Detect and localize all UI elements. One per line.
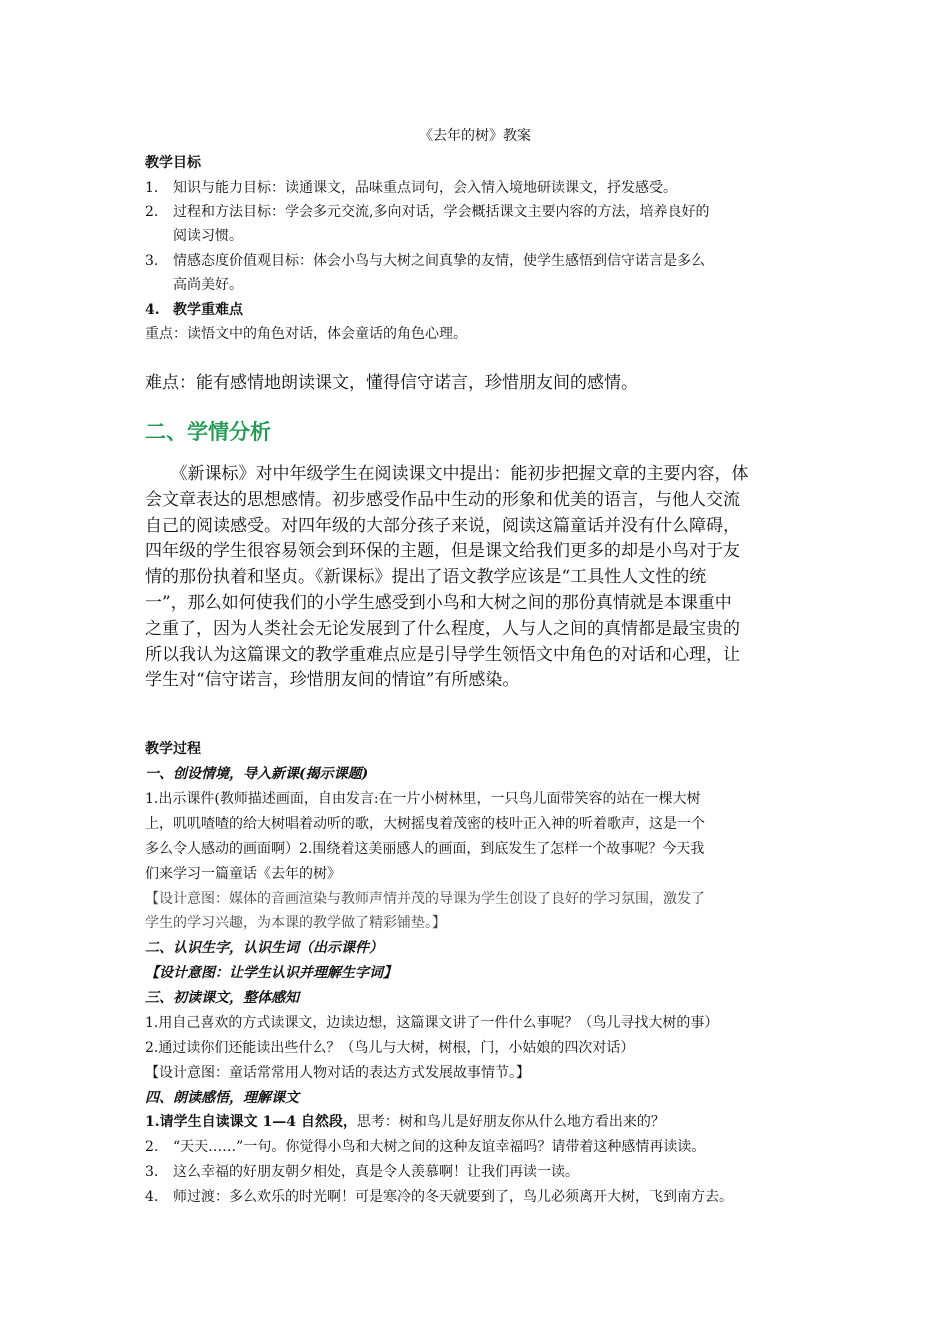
difficulty-text: 难点：能有感情地朗读课文，懂得信守诺言，珍惜朋友间的感情。 <box>145 373 638 393</box>
goal-item-text-cont: 阅读习惯。 <box>173 228 243 244</box>
analysis-line: 四年级的学生很容易领会到环保的主题，但是课文给我们更多的却是小鸟对于友 <box>145 541 740 562</box>
section-1-line: 1.出示课件(教师描述画面，自由发言:在一片小树林里，一只鸟儿面带笑容的站在一棵大树 <box>145 791 701 807</box>
analysis-line: 会文章表达的思想感情。初步感受作品中生动的形象和优美的语言，与他人交流 <box>145 489 740 510</box>
section-4-item-text: 这么幸福的好朋友朝夕相处，真是令人羡慕啊！让我们再读一读。 <box>173 1164 579 1180</box>
section-1-intent-line: 学生的学习兴趣，为本课的教学做了精彩铺垫。】 <box>145 915 446 931</box>
section-4-item-number: 2. <box>145 1139 159 1155</box>
analysis-line: 情的那份执着和坚贞。《新课标》提出了语文教学应该是“工具性人文性的统 <box>145 567 707 588</box>
key-points-number: 4. <box>145 302 160 318</box>
section-4-item-4 <box>145 1185 815 1209</box>
key-point-text: 重点：读悟文中的角色对话，体会童话的角色心理。 <box>145 326 467 342</box>
goal-item-text: 知识与能力目标：读通课文，品味重点词句，会入情入境地研读课文，抒发感受。 <box>173 180 677 196</box>
section-4-item-number: 4. <box>145 1189 159 1205</box>
analysis-line: 所以我认为这篇课文的教学重难点应是引导学生领悟文中角色的对话和心理，让 <box>145 644 740 665</box>
goal-item-1 <box>145 176 815 200</box>
goal-item-text-cont: 高尚美好。 <box>173 277 243 293</box>
section-1-body <box>145 787 815 887</box>
section-1-heading: 一、创设情境，导入新课(揭示课题) <box>145 766 369 782</box>
goal-item-text: 过程和方法目标：学会多元交流,多向对话，学会概括课文主要内容的方法，培养良好的 <box>173 204 710 220</box>
section-4-item-1 <box>145 1110 815 1134</box>
goal-item-2 <box>145 200 815 248</box>
analysis-line: 学生对“信守诺言，珍惜朋友间的情谊”有所感染。 <box>145 670 520 691</box>
analysis-line: 之重了，因为人类社会无论发展到了什么程度，人与人之间的真情都是最宝贵的 <box>145 618 740 639</box>
section-4-item-text: 师过渡：多么欢乐的时光啊！可是寒冷的冬天就要到了，鸟儿必须离开大树，飞到南方去。 <box>173 1189 733 1205</box>
goal-item-number: 1. <box>145 180 159 196</box>
goal-item-3 <box>145 249 815 297</box>
section-1-line: 上，叽叽喳喳的给大树唱着动听的歌，大树摇曳着茂密的枝叶正入神的听着歌声，这是一个 <box>145 816 705 832</box>
key-points-heading <box>145 298 815 322</box>
section-3-heading: 三、初读课文，整体感知 <box>145 990 299 1006</box>
section-1-intent-line: 【设计意图：媒体的音画渲染与教师声情并茂的导课为学生创设了良好的学习氛围，激发了 <box>145 891 705 907</box>
section-3-intent: 【设计意图：童话常常用人物对话的表达方式发展故事情节。】 <box>145 1065 530 1081</box>
section-3-line-2: 2.通过读你们还能读出些什么？（鸟儿与大树，树根，门，小姑娘的四次对话） <box>145 1040 635 1056</box>
analysis-heading: 二、学情分析 <box>145 419 271 444</box>
goals-heading: 教学目标 <box>145 155 201 171</box>
process-heading: 教学过程 <box>145 741 201 757</box>
section-1-intent <box>145 887 815 935</box>
analysis-paragraph <box>145 462 825 694</box>
analysis-line: 一”，那么如何使我们的小学生感受到小鸟和大树之间的那份真情就是本课重中 <box>145 592 732 613</box>
section-4-item-2 <box>145 1135 815 1159</box>
section-1-line: 多么令人感动的画面啊）2.围绕着这美丽感人的画面，到底发生了怎样一个故事呢？今天我 <box>145 841 705 857</box>
key-points-label: 教学重难点 <box>173 302 243 318</box>
section-4-item-3 <box>145 1160 815 1184</box>
analysis-line: 《新课标》对中年级学生在阅读课文中提出：能初步把握文章的主要内容，体 <box>145 464 749 484</box>
section-2-intent: 【设计意图：让学生认识并理解生字词】 <box>145 965 397 981</box>
section-4-heading: 四、朗读感悟，理解课文 <box>145 1090 299 1106</box>
section-4-item-text: “天天……”一句。你觉得小鸟和大树之间的这种友谊幸福吗？请带着这种感情再读读。 <box>173 1139 706 1155</box>
section-4-item-1-text: 思考：树和鸟儿是好朋友你从什么地方看出来的？ <box>356 1114 665 1130</box>
goal-item-text: 情感态度价值观目标：体会小鸟与大树之间真挚的友情，使学生感悟到信守诺言是多么 <box>173 253 705 269</box>
section-4-item-1-bold: 1.请学生自读课文 1—4 自然段， <box>145 1114 357 1130</box>
section-1-line: 们来学习一篇童话《去年的树》 <box>145 866 341 882</box>
goal-item-number: 2. <box>145 204 159 220</box>
document-title: 《去年的树》教案 <box>419 128 531 144</box>
section-4-item-number: 3. <box>145 1164 159 1180</box>
section-2-heading: 二、认识生字，认识生词（出示课件） <box>145 940 383 956</box>
goal-item-number: 3. <box>145 253 159 269</box>
analysis-line: 自己的阅读感受。对四年级的大部分孩子来说，阅读这篇童话并没有什么障碍， <box>145 515 740 536</box>
section-3-line-1: 1.用自己喜欢的方式读课文，边读边想，这篇课文讲了一件什么事呢？（鸟儿寻找大树的事） <box>145 1015 719 1031</box>
